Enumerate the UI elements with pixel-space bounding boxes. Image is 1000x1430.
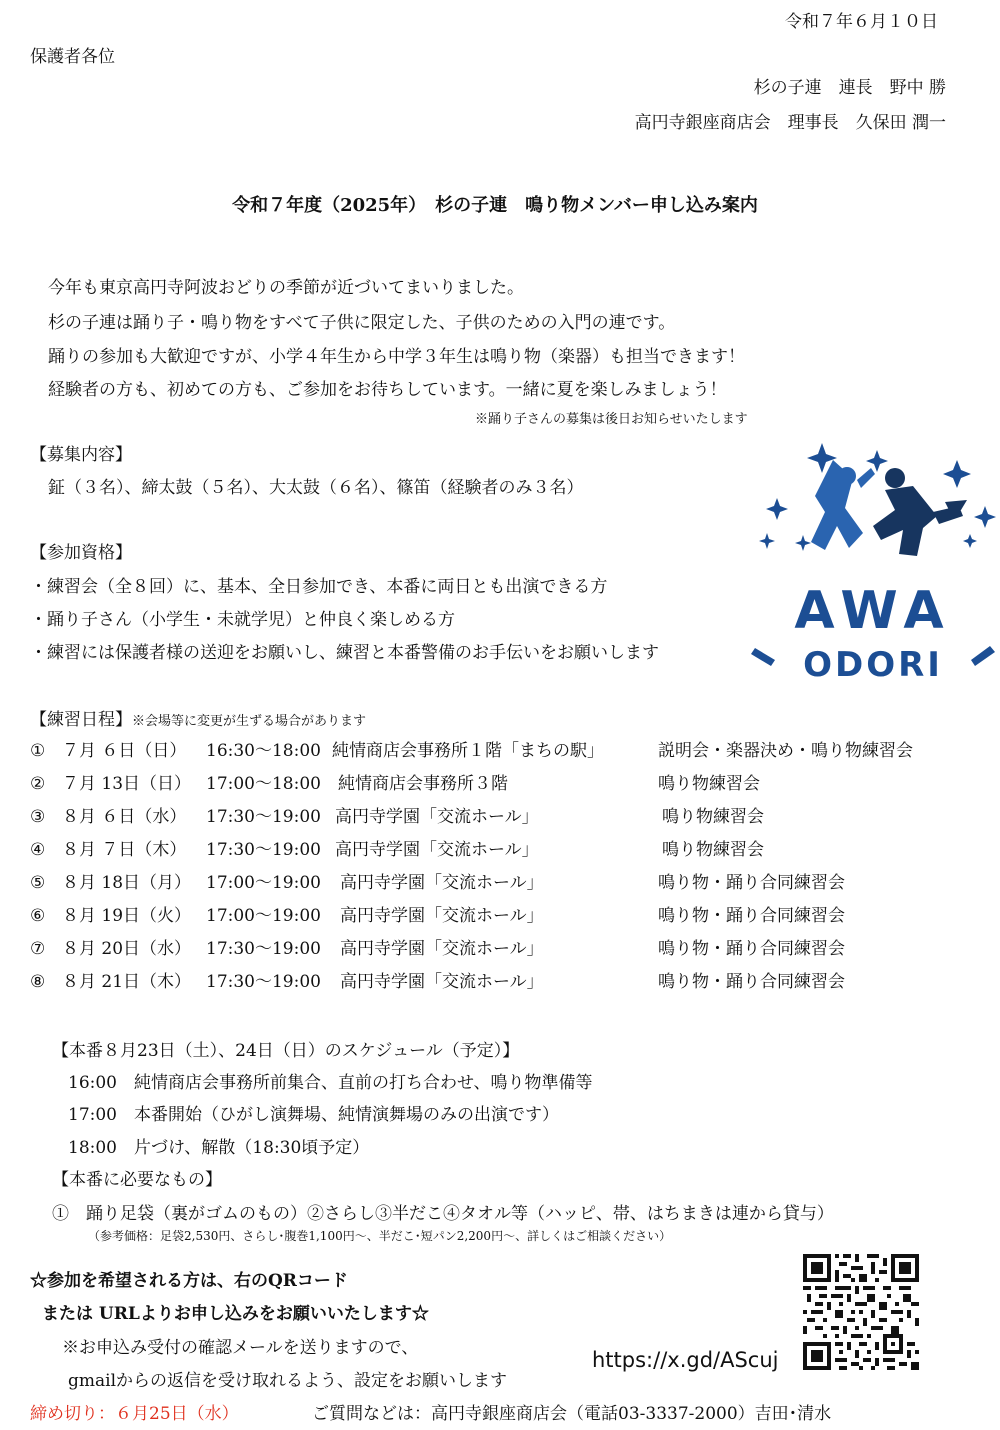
recipient: 保護者各位 — [30, 47, 115, 67]
practice-content: 鳴り物練習会 — [662, 807, 764, 827]
practice-time: 17:30〜19:00 — [206, 840, 321, 860]
sender-line-2: 高円寺銀座商店会 理事長 久保田 潤一 — [634, 113, 946, 133]
practice-content: 鳴り物練習会 — [662, 840, 764, 860]
practice-heading — [30, 710, 366, 730]
practice-date: ８月 20日（水） — [62, 939, 192, 959]
qualification-heading: 【参加資格】 — [30, 543, 132, 563]
practice-num: ⑧ — [30, 972, 46, 992]
practice-place: 高円寺学園「交流ホール」 — [340, 939, 544, 959]
practice-time: 16:30〜18:00 — [206, 741, 321, 761]
needs-item: ① 踊り足袋（裏がゴムのもの）②さらし③半だこ④タオル等（ハッピ、帯、はちまきは連から貸与） — [52, 1204, 834, 1224]
practice-time: 17:00〜18:00 — [206, 774, 321, 794]
practice-num: ⑤ — [30, 873, 46, 893]
practice-place: 純情商店会事務所１階「まちの駅」 — [332, 741, 604, 761]
practice-place: 高円寺学園「交流ホール」 — [335, 807, 539, 827]
sender-line-1: 杉の子連 連長 野中 勝 — [753, 78, 946, 98]
intro-line-2: 杉の子連は踊り子・鳴り物をすべて子供に限定した、子供のための入門の連です。 — [48, 313, 676, 333]
practice-place: 高円寺学園「交流ホール」 — [335, 840, 539, 860]
apply-note-2: gmailからの返信を受け取れるよう、設定をお願いします — [68, 1371, 508, 1391]
intro-line-3: 踊りの参加も大歓迎ですが、小学４年生から中学３年生は鳴り物（楽器）も担当できます！ — [48, 347, 745, 367]
recruit-heading: 【募集内容】 — [30, 445, 132, 465]
practice-time: 17:30〜19:00 — [206, 939, 321, 959]
practice-num: ④ — [30, 840, 46, 860]
practice-num: ① — [30, 741, 46, 761]
practice-heading-label: 【練習日程】 — [30, 710, 132, 730]
practice-content: 鳴り物・踊り合同練習会 — [658, 972, 845, 992]
practice-date: ８月 21日（木） — [62, 972, 192, 992]
practice-num: ② — [30, 774, 46, 794]
practice-content: 説明会・楽器決め・鳴り物練習会 — [658, 741, 913, 761]
practice-content: 鳴り物・踊り合同練習会 — [658, 906, 845, 926]
practice-time: 17:00〜19:00 — [206, 906, 321, 926]
qr-code[interactable] — [803, 1254, 919, 1370]
performance-item: 17:00 本番開始（ひがし演舞場、純情演舞場のみの出演です） — [68, 1105, 559, 1125]
recruit-text: 鉦（３名）、締太鼓（５名）、大太鼓（６名）、篠笛（経験者のみ３名） — [48, 478, 584, 498]
practice-place: 純情商店会事務所３階 — [338, 774, 508, 794]
document-date: 令和７年６月１０日 — [785, 12, 938, 32]
intro-line-4: 経験者の方も、初めての方も、ご参加をお待ちしています。一緒に夏を楽しみましょう！ — [48, 380, 727, 400]
practice-time: 17:30〜19:00 — [206, 972, 321, 992]
needs-heading: 【本番に必要なもの】 — [52, 1170, 222, 1190]
deadline-text: 締め切り：６月25日（水） — [30, 1404, 239, 1424]
practice-date: ７月 ６日（日） — [62, 741, 187, 761]
practice-num: ③ — [30, 807, 46, 827]
practice-place: 高円寺学園「交流ホール」 — [340, 972, 544, 992]
intro-line-1: 今年も東京高円寺阿波おどりの季節が近づいてまいりました。 — [48, 278, 524, 298]
practice-date: ７月 13日（日） — [62, 774, 192, 794]
awa-odori-logo — [745, 438, 1000, 683]
practice-num: ⑦ — [30, 939, 46, 959]
performance-heading: 【本番８月23日（土）、24日（日）のスケジュール（予定）】 — [52, 1041, 520, 1061]
practice-place: 高円寺学園「交流ホール」 — [340, 906, 544, 926]
apply-line-1: ☆参加を希望される方は、右のQRコード — [30, 1271, 348, 1291]
intro-note: ※踊り子さんの募集は後日お知らせいたします — [475, 412, 748, 427]
qualification-item: ・練習会（全８回）に、基本、全日参加でき、本番に両日とも出演できる方 — [30, 577, 608, 597]
apply-line-2: または URLよりお申し込みをお願いいたします☆ — [42, 1304, 429, 1324]
practice-content: 鳴り物・踊り合同練習会 — [658, 939, 845, 959]
dancer-right-icon — [873, 468, 967, 556]
qualification-item: ・練習には保護者様の送迎をお願いし、練習と本番警備のお手伝いをお願いします — [30, 643, 659, 663]
practice-content: 鳴り物練習会 — [658, 774, 760, 794]
dancer-left-icon — [811, 460, 875, 550]
practice-date: ８月 ７日（木） — [62, 840, 187, 860]
apply-url-link[interactable]: https://x.gd/AScuj — [592, 1348, 779, 1372]
practice-date: ８月 18日（月） — [62, 873, 192, 893]
qualification-item: ・踊り子さん（小学生・未就学児）と仲良く楽しめる方 — [30, 610, 455, 630]
practice-num: ⑥ — [30, 906, 46, 926]
practice-time: 17:00〜19:00 — [206, 873, 321, 893]
performance-item: 16:00 純情商店会事務所前集合、直前の打ち合わせ、鳴り物準備等 — [68, 1073, 593, 1093]
performance-item: 18:00 片づけ、解散（18:30頃予定） — [68, 1138, 370, 1158]
logo-stroke-left — [751, 648, 775, 666]
sparkle-icon — [759, 443, 996, 551]
practice-content: 鳴り物・踊り合同練習会 — [658, 873, 845, 893]
practice-note: ※会場等に変更が生ずる場合があります — [132, 714, 367, 729]
practice-date: ８月 19日（火） — [62, 906, 192, 926]
apply-note-1: ※お申込み受付の確認メールを送りますので、 — [62, 1338, 419, 1358]
practice-place: 高円寺学園「交流ホール」 — [340, 873, 544, 893]
practice-time: 17:30〜19:00 — [206, 807, 321, 827]
logo-line-2: ODORI — [803, 645, 943, 683]
needs-price-note: （参考価格：足袋2,530円、さらし･腹巻1,100円〜、半だこ･短パン2,200円〜、詳しくはご相談ください） — [88, 1229, 672, 1243]
page-title: 令和７年度（2025年） 杉の子連 鳴り物メンバー申し込み案内 — [232, 195, 758, 216]
contact-text: ご質問などは：高円寺銀座商店会（電話03-3337-2000）吉田･清水 — [312, 1404, 832, 1424]
practice-date: ８月 ６日（水） — [62, 807, 187, 827]
logo-stroke-right — [971, 646, 995, 666]
logo-line-1: AWA — [794, 581, 952, 641]
